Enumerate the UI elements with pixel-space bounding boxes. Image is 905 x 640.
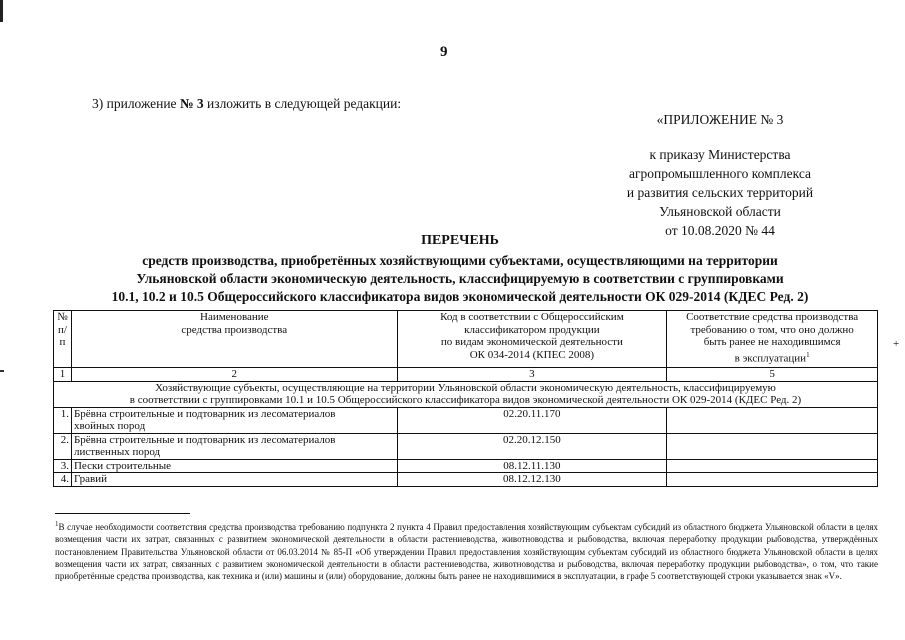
appendix-line: от 10.08.2020 № 44 [665,223,775,238]
row-code: 08.12.11.130 [397,459,667,473]
appendix-line: Ульяновской области [659,204,781,219]
table-row [54,433,878,459]
col-number: 1 [54,368,72,382]
title-heading: ПЕРЕЧЕНЬ [421,233,499,248]
group-heading: Хозяйствующие субъекты, осуществляющие на территории Ульяновской области экономическую деятельность, классифицируемую в соответствии с группировками 10.1 и 10.5 Общероссийского классификатора видов экономической деятельности ОК 029-2014 (КДЕС Ред. 2) [54,381,878,407]
row-num: 4. [54,473,72,487]
col-number: 2 [71,368,397,382]
table-row [54,473,878,487]
col-number: 5 [667,368,878,382]
row-name: Брёвна строительные и подтоварник из лесоматериалов лиственных пород [71,433,397,459]
intro-text: 3) приложение [92,96,180,111]
intro-text: изложить в следующей редакции: [203,96,402,111]
row-code: 02.20.12.150 [397,433,667,459]
intro-appendix-number: № 3 [179,96,204,111]
document-title [40,232,880,306]
table-row [54,407,878,433]
header-name: Наименование средства производства [71,311,397,368]
title-line: средств производства, приобретённых хозяйствующими субъектами, осуществляющими на территории [142,253,778,268]
row-num: 1. [54,407,72,433]
row-code: 02.20.11.170 [397,407,667,433]
scan-edge-mark [0,0,3,22]
margin-mark: + [893,338,900,350]
row-num: 3. [54,459,72,473]
footnote-marker: 1 [55,520,59,528]
table-row [54,459,878,473]
table-header-row [54,311,878,368]
column-numbers-row [54,368,878,382]
title-line: 10.1, 10.2 и 10.5 Общероссийского классификатора видов экономической деятельности ОК 029-2014 (КДЕС Ред. 2) [111,289,809,304]
appendix-line: агропромышленного комплекса [629,166,811,181]
footnote-ref: 1 [806,350,810,359]
row-num: 2. [54,433,72,459]
appendix-line: к приказу Министерства [649,147,791,162]
page-number: 9 [440,44,448,60]
header-compliance: Соответствие средства производства требованию о том, что оно должно быть ранее не находившимся в эксплуатации$^1$ [667,311,878,368]
footnote-text: В случае необходимости соответствия средства производства требованию подпункта 2 пункта 4 Правил предоставления хозяйствующим субъектам субсидий из областного бюджета Ульяновской области в целях возмещения части их затрат, связанных с развитием экономической деятельности в области растениеводства, животноводства и рыбоводства, включая переработку продукции рыбоводства, утверждённых постановлением Правительства Ульяновской области от 06.03.2014 № 85-П «Об утверждении Правил предоставления хозяйствующим субъектам субсидий из областного бюджета Ульяновской области в целях возмещения части их затрат, связанных с развитием экономической деятельности в области растениеводства, животноводства и рыбоводства, включая переработку продукции рыбоводства», о том, что такие приобретённые средства производства, как техника и (или) машины и (или) оборудование, должны быть ранее не находившимися в эксплуатации, в графе 5 соответствующей строки указывается знак «V». [55,522,878,582]
row-compliance [667,433,878,459]
group-row [54,381,878,407]
row-code: 08.12.12.130 [397,473,667,487]
header-code: Код в соответствии с Общероссийским классификатором продукции по видам экономической деятельности ОК 034-2014 (КПЕС 2008) [397,311,667,368]
appendix-line: и развития сельских территорий [626,185,814,200]
row-name: Пески строительные [71,459,397,473]
intro-line [92,96,401,112]
footnote-separator [55,513,190,514]
row-compliance [667,459,878,473]
appendix-heading: «ПРИЛОЖЕНИЕ № 3 [656,112,784,127]
row-name: Брёвна строительные и подтоварник из лесоматериалов хвойных пород [71,407,397,433]
header-num: № п/п [54,311,72,368]
title-line: Ульяновской области экономическую деятельность, классифицируемую в соответствии с группировками [136,271,784,286]
footnote [55,518,878,582]
row-compliance [667,473,878,487]
row-compliance [667,407,878,433]
row-name: Гравий [71,473,397,487]
scan-edge-mark [0,370,4,372]
means-table [53,310,878,487]
appendix-block [555,110,885,240]
col-number: 3 [397,368,667,382]
